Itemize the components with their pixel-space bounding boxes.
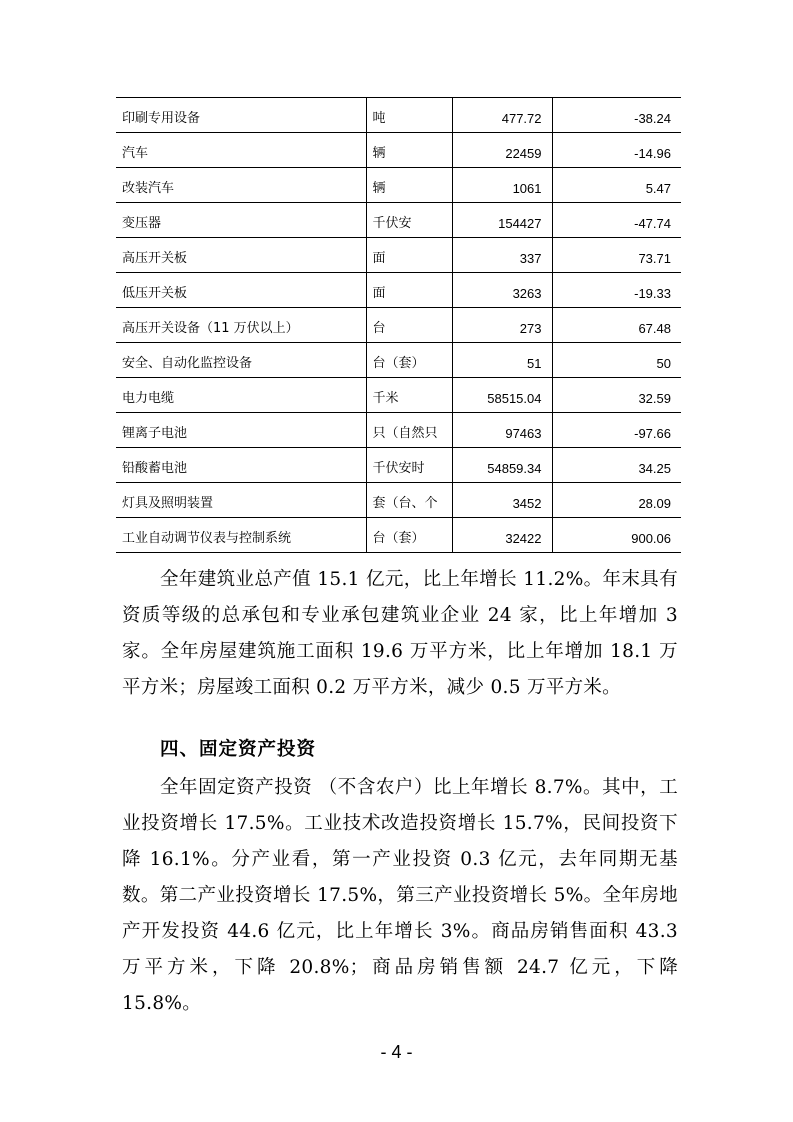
table-row [116,308,681,343]
growth-cell: -97.66 [552,413,681,448]
unit-cell: 只（自然只 [366,413,452,448]
table-row [116,273,681,308]
output-cell: 154427 [452,203,552,238]
growth-cell: 34.25 [552,448,681,483]
growth-cell: -19.33 [552,273,681,308]
unit-cell: 千伏安 [366,203,452,238]
output-cell: 97463 [452,413,552,448]
growth-cell: 73.71 [552,238,681,273]
output-cell: 54859.34 [452,448,552,483]
output-cell: 3452 [452,483,552,518]
industrial-products-table [116,97,681,553]
output-cell: 58515.04 [452,378,552,413]
output-cell: 337 [452,238,552,273]
product-name-cell: 低压开关板 [122,286,188,301]
unit-cell: 面 [366,273,452,308]
product-name-cell: 变压器 [122,216,162,231]
output-cell: 3263 [452,273,552,308]
table-row [116,98,681,133]
growth-cell: 5.47 [552,168,681,203]
output-cell: 477.72 [452,98,552,133]
product-name-cell: 改装汽车 [122,181,175,196]
growth-cell: 900.06 [552,518,681,553]
unit-cell: 台（套） [366,518,452,553]
product-name-cell: 安全、自动化监控设备 [122,356,253,371]
growth-cell: 50 [552,343,681,378]
product-name-cell: 锂离子电池 [122,426,188,441]
page-number: - 4 - [380,1042,413,1062]
table-row [116,378,681,413]
table-row [116,203,681,238]
unit-cell: 辆 [366,133,452,168]
unit-cell: 面 [366,238,452,273]
unit-cell: 辆 [366,168,452,203]
unit-cell: 千米 [366,378,452,413]
table-row [116,238,681,273]
unit-cell: 台 [366,308,452,343]
investment-paragraph: 全年固定资产投资 （不含农户）比上年增长 8.7%。其中，工业投资增长 17.5%。工业技术改造投资增长 15.7%，民间投资下降 16.1%。分产业看，第一产业投资 0.3 亿元，去年同期无基数。第二产业投资增长 17.5%，第三产业投资增长 5%。全年房地产开发投资 44.6 亿元，比上年增长 3%。商品房销售面积 43.3 万平方米，下降 20.8%；商品房销售额 24.7 亿元，下降 15.8%。 [122,777,678,1014]
product-name-cell: 灯具及照明装置 [122,496,214,511]
product-name-cell: 汽车 [122,146,149,161]
table-row [116,448,681,483]
growth-cell: 67.48 [552,308,681,343]
unit-cell: 千伏安时 [366,448,452,483]
table-row [116,133,681,168]
section-heading-fixed-asset-investment: 四、固定资产投资 [160,739,317,760]
table-row [116,518,681,553]
table-row [116,343,681,378]
growth-cell: -38.24 [552,98,681,133]
construction-paragraph: 全年建筑业总产值 15.1 亿元，比上年增长 11.2%。年末具有资质等级的总承包和专业承包建筑业企业 24 家，比上年增加 3 家。全年房屋建筑施工面积 19.6 万平方米，比上年增加 18.1 万平方米；房屋竣工面积 0.2 万平方米，减少 0.5 万平方米。 [122,569,678,698]
table-body [116,98,681,553]
output-cell: 273 [452,308,552,343]
output-cell: 1061 [452,168,552,203]
output-cell: 22459 [452,133,552,168]
growth-cell: -47.74 [552,203,681,238]
growth-cell: 28.09 [552,483,681,518]
table-row [116,168,681,203]
product-name-cell: 工业自动调节仪表与控制系统 [122,531,292,546]
table-row [116,483,681,518]
growth-cell: -14.96 [552,133,681,168]
product-name-cell: 铅酸蓄电池 [122,461,188,476]
product-name-cell: 高压开关设备（11 万伏以上） [122,321,299,336]
unit-cell: 台（套） [366,343,452,378]
output-cell: 51 [452,343,552,378]
product-name-cell: 印刷专用设备 [116,98,366,133]
table-row [116,413,681,448]
unit-cell: 吨 [366,98,452,133]
output-cell: 32422 [452,518,552,553]
unit-cell: 套（台、个 [366,483,452,518]
product-name-cell: 高压开关板 [122,251,188,266]
product-name-cell: 电力电缆 [122,391,175,406]
growth-cell: 32.59 [552,378,681,413]
